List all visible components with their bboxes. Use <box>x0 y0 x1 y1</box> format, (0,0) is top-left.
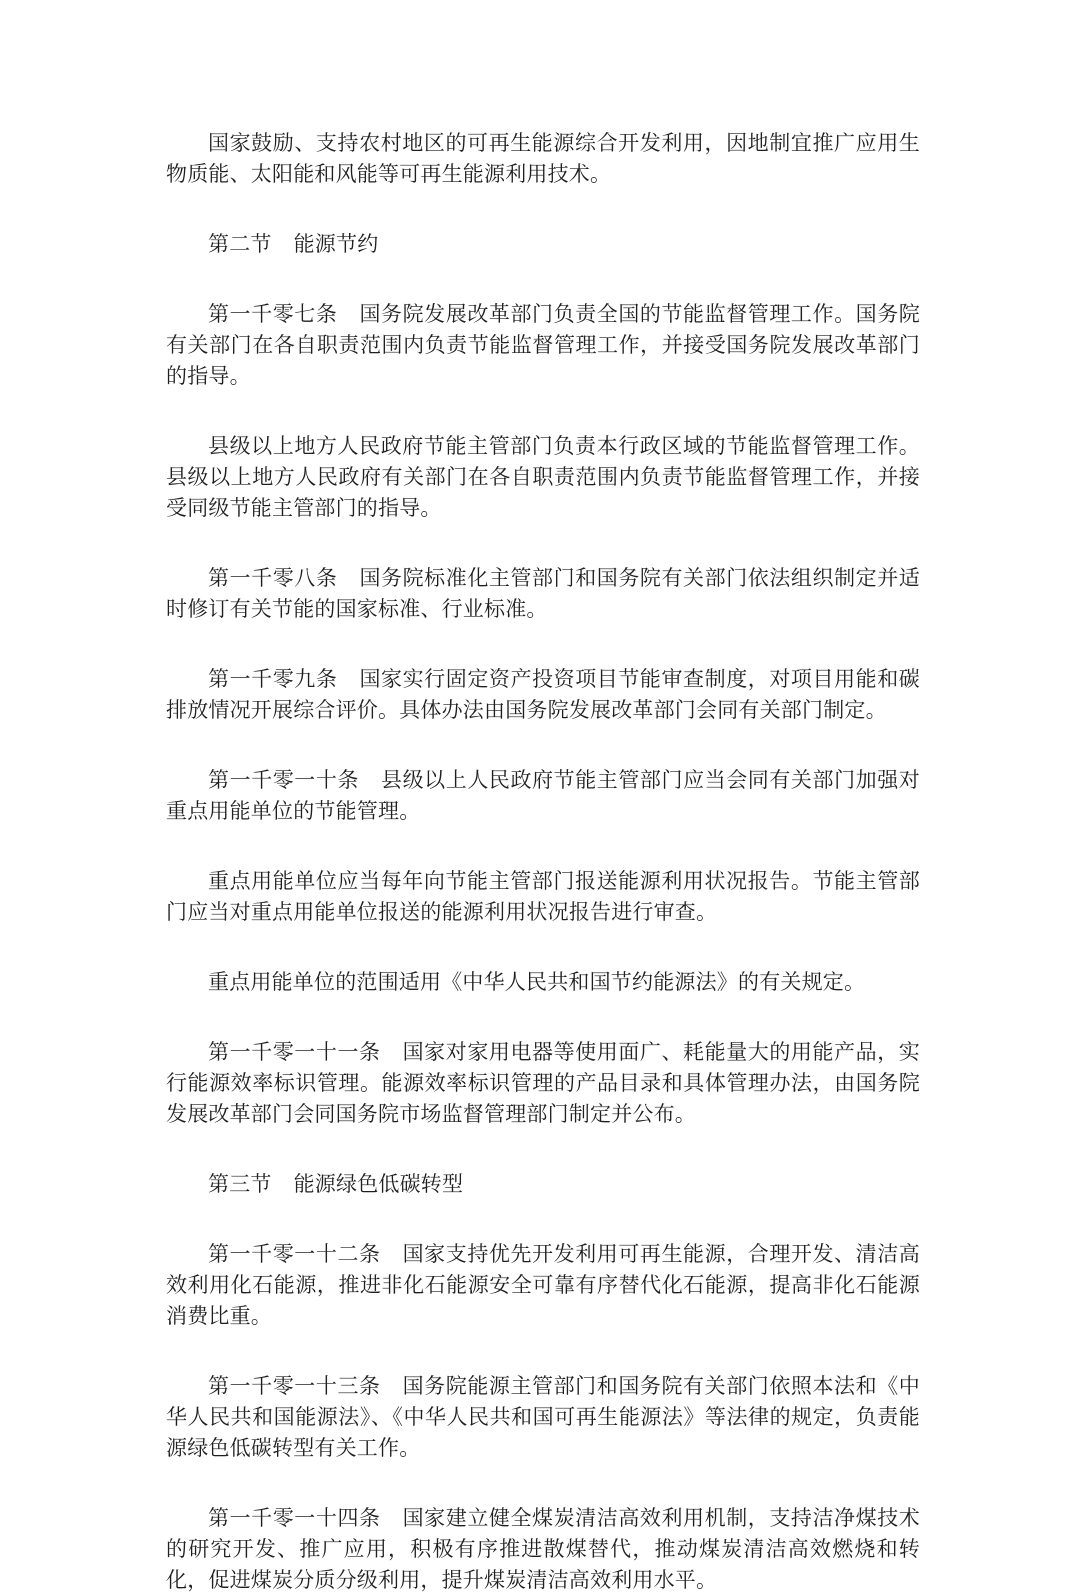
body-paragraph: 县级以上地方人民政府节能主管部门负责本行政区域的节能监督管理工作。县级以上地方人民政府有关部门在各自职责范围内负责节能监督管理工作，并接受同级节能主管部门的指导。 <box>166 434 920 520</box>
article-number: 第一千零一十四条 <box>208 1506 381 1530</box>
body-paragraph: 国家鼓励、支持农村地区的可再生能源综合开发利用，因地制宜推广应用生物质能、太阳能和风能等可再生能源利用技术。 <box>166 131 920 186</box>
article-text: 国家建立健全煤炭清洁高效利用机制，支持洁净煤技术的研究开发、推广应用，积极有序推进散煤替代，推动煤炭清洁高效燃烧和转化，促进煤炭分质分级利用，提升煤炭清洁高效利用水平。 <box>166 1506 920 1592</box>
article-number: 第一千零一十二条 <box>208 1242 381 1266</box>
section-title: 能源绿色低碳转型 <box>293 1172 464 1196</box>
article-text: 县级以上人民政府节能主管部门应当会同有关部门加强对重点用能单位的节能管理。 <box>166 768 921 823</box>
article-text: 国家支持优先开发利用可再生能源，合理开发、清洁高效利用化石能源，推进非化石能源安全可靠有序替代化石能源，提高非化石能源消费比重。 <box>166 1242 920 1328</box>
article-paragraph <box>166 1503 920 1596</box>
section-title: 能源节约 <box>293 232 379 256</box>
article-number: 第一千零一十一条 <box>208 1040 381 1064</box>
article-paragraph <box>166 1371 920 1464</box>
article-paragraph <box>166 299 920 392</box>
article-text: 国务院能源主管部门和国务院有关部门依照本法和《中华人民共和国能源法》、《中华人民共和国可再生能源法》等法律的规定，负责能源绿色低碳转型有关工作。 <box>166 1374 920 1460</box>
body-paragraph: 重点用能单位的范围适用《中华人民共和国节约能源法》的有关规定。 <box>208 970 866 994</box>
article-number: 第一千零八条 <box>208 566 338 590</box>
article-paragraph <box>166 765 920 827</box>
article-text: 国家实行固定资产投资项目节能审查制度，对项目用能和碳排放情况开展综合评价。具体办法由国务院发展改革部门会同有关部门制定。 <box>166 667 921 722</box>
article-number: 第一千零九条 <box>208 667 338 691</box>
article-paragraph <box>166 563 920 625</box>
article-text: 国务院标准化主管部门和国务院有关部门依法组织制定并适时修订有关节能的国家标准、行业标准。 <box>166 566 921 621</box>
article-number: 第一千零七条 <box>208 302 338 326</box>
section-heading <box>166 229 920 260</box>
article-paragraph <box>166 1037 920 1130</box>
article-paragraph <box>166 1239 920 1332</box>
article-number: 第一千零一十三条 <box>208 1374 381 1398</box>
section-number: 第三节 <box>208 1172 272 1196</box>
article-paragraph <box>166 664 920 726</box>
body-paragraph: 重点用能单位应当每年向节能主管部门报送能源利用状况报告。节能主管部门应当对重点用能单位报送的能源利用状况报告进行审查。 <box>166 869 920 924</box>
article-text: 国家对家用电器等使用面广、耗能量大的用能产品，实行能源效率标识管理。能源效率标识管理的产品目录和具体管理办法，由国务院发展改革部门会同国务院市场监督管理部门制定并公布。 <box>166 1040 920 1126</box>
section-number: 第二节 <box>208 232 272 256</box>
article-text: 国务院发展改革部门负责全国的节能监督管理工作。国务院有关部门在各自职责范围内负责节能监督管理工作，并接受国务院发展改革部门的指导。 <box>166 302 921 388</box>
section-heading <box>166 1169 920 1200</box>
article-number: 第一千零一十条 <box>208 768 360 792</box>
